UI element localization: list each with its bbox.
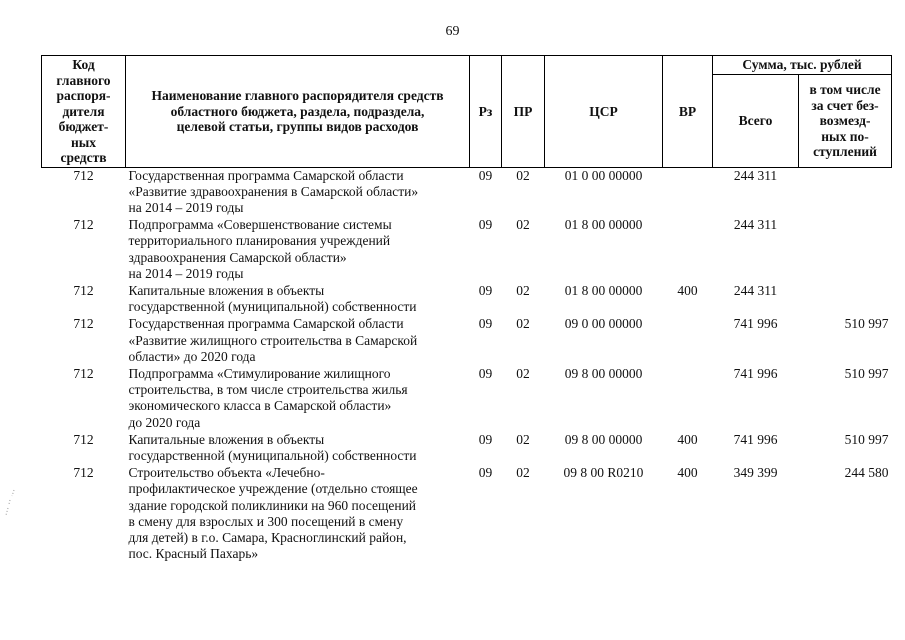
cell-code: 712 xyxy=(73,217,94,233)
cell-csr: 01 0 00 00000 xyxy=(564,167,643,183)
header-csr: ЦСР xyxy=(545,56,663,168)
cell-vr: 400 xyxy=(677,465,698,481)
cell-free: 510 997 xyxy=(844,431,889,447)
cell-name: Строительство объекта «Лечебно- профилактическое учреждение (отдельно стоящее здание городской поликлиники на 960 посещений в смену для взрослых и 300 посещений в смену для детей) в г.о. Самара, Красноглинский район, пос. Красный Пахарь» xyxy=(128,465,418,562)
table-row xyxy=(42,432,892,465)
page-number: 69 xyxy=(445,24,460,39)
table-row xyxy=(42,316,892,366)
cell-total: 741 996 xyxy=(733,365,778,381)
header-name: Наименование главного распорядителя средств областного бюджета, раздела, подраздела, целевой статьи, группы видов расходов xyxy=(126,56,470,168)
cell-vr xyxy=(663,217,713,283)
cell-total: 244 311 xyxy=(733,217,778,233)
cell-total: 349 399 xyxy=(733,465,778,481)
cell-pr: 02 xyxy=(516,167,530,183)
cell-total: 741 996 xyxy=(733,316,778,332)
table-row xyxy=(42,283,892,316)
table-row xyxy=(42,217,892,283)
table-row xyxy=(42,366,892,432)
cell-vr: 400 xyxy=(677,282,698,298)
header-rz: Рз xyxy=(470,56,502,168)
header-pr: ПР xyxy=(502,56,545,168)
cell-total: 244 311 xyxy=(733,282,778,298)
cell-pr: 02 xyxy=(516,365,530,381)
cell-rz: 09 xyxy=(478,316,493,332)
cell-csr: 09 8 00 00000 xyxy=(564,365,643,381)
cell-total: 244 311 xyxy=(733,167,778,183)
cell-free: 510 997 xyxy=(844,365,889,381)
budget-table xyxy=(41,55,892,563)
cell-rz: 09 xyxy=(478,365,493,381)
cell-pr: 02 xyxy=(516,431,530,447)
cell-free xyxy=(799,167,892,217)
table-row xyxy=(42,465,892,563)
cell-pr: 02 xyxy=(516,282,530,298)
cell-code: 712 xyxy=(73,465,94,481)
cell-vr xyxy=(663,167,713,217)
header-sum: Сумма, тыс. рублей xyxy=(713,56,892,75)
cell-code: 712 xyxy=(73,167,94,183)
header-total: Всего xyxy=(713,75,799,168)
cell-free xyxy=(799,217,892,283)
cell-pr: 02 xyxy=(516,316,530,332)
cell-vr xyxy=(663,316,713,366)
cell-free xyxy=(799,283,892,316)
cell-rz: 09 xyxy=(478,431,493,447)
cell-rz: 09 xyxy=(478,282,493,298)
cell-name: Капитальные вложения в объекты государственной (муниципальной) собственности xyxy=(128,431,417,463)
cell-free: 510 997 xyxy=(844,316,889,332)
cell-total: 741 996 xyxy=(733,431,778,447)
cell-name: Государственная программа Самарской области «Развитие здравоохранения в Самарской области» на 2014 – 2019 годы xyxy=(128,167,419,215)
cell-csr: 09 8 00 00000 xyxy=(564,431,643,447)
table-row xyxy=(42,167,892,217)
cell-code: 712 xyxy=(73,365,94,381)
cell-name: Государственная программа Самарской области «Развитие жилищного строительства в Самарской области» до 2020 года xyxy=(128,316,418,364)
header-vr: ВР xyxy=(663,56,713,168)
cell-pr: 02 xyxy=(516,465,530,481)
cell-pr: 02 xyxy=(516,217,530,233)
header-free: в том числе за счет без- возмезд- ных по- ступлений xyxy=(799,75,892,168)
header-code: Код главного распоря- дителя бюджет- ных средств xyxy=(42,56,126,168)
cell-name: Подпрограмма «Совершенствование системы территориального планирования учреждений здравоохранения Самарской области» на 2014 – 2019 годы xyxy=(128,217,392,281)
scan-artifact xyxy=(4,488,18,518)
budget-rows xyxy=(42,167,892,563)
cell-csr: 01 8 00 00000 xyxy=(564,217,643,233)
cell-csr: 09 8 00 R0210 xyxy=(563,465,644,481)
cell-code: 712 xyxy=(73,431,94,447)
cell-csr: 01 8 00 00000 xyxy=(564,282,643,298)
cell-name: Подпрограмма «Стимулирование жилищного строительства, в том числе строительства жилья экономического класса в Самарской области» до 2020 года xyxy=(128,365,408,430)
cell-code: 712 xyxy=(73,316,94,332)
cell-free: 244 580 xyxy=(844,465,889,481)
cell-name: Капитальные вложения в объекты государственной (муниципальной) собственности xyxy=(128,282,417,315)
cell-vr xyxy=(663,366,713,432)
cell-vr: 400 xyxy=(677,431,698,447)
cell-code: 712 xyxy=(73,282,94,298)
cell-rz: 09 xyxy=(478,465,493,481)
cell-rz: 09 xyxy=(478,167,493,183)
cell-rz: 09 xyxy=(478,217,493,233)
cell-csr: 09 0 00 00000 xyxy=(564,316,643,332)
